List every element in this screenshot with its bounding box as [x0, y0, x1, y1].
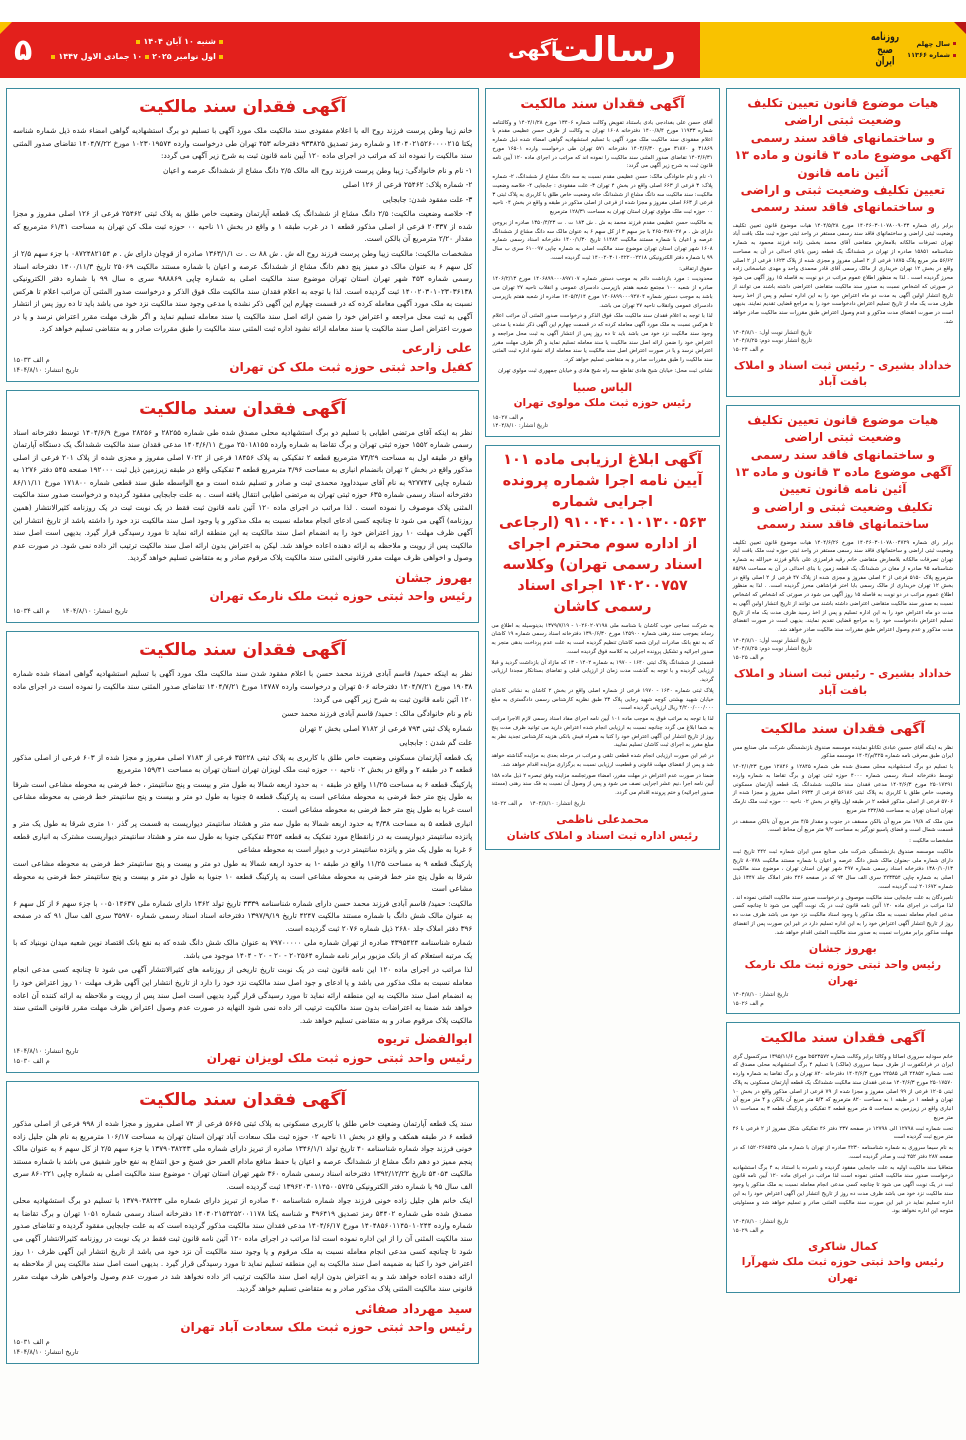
pub-date: تاریخ انتشار: ۱۴۰۴/۸/۱۰: [529, 800, 586, 807]
column-left: [726, 88, 960, 1436]
ad-body: [13, 427, 472, 565]
columns-container: [0, 88, 966, 1436]
ad-paragraph: پارکینگ قطعه ۹ به مساحت ۱۱/۲۵ واقع در طبقه -۱ به حدود اربعه شمالا به طول دو متر و بیست و پنج سانتیمتر خط فرضی به محوطه مشاعی است شرقا به طول پنج متر خط فرضی به محوطه مشاعی است به پارکینگ قطعه ۱۰ جنوبا به طول دو متر و بیست و پنج سانتیمتر خط فرضی به محوطه مشاعی است: [13, 859, 473, 894]
pub-date: تاریخ انتشار: ۱۴۰۴/۸/۱۰: [62, 607, 128, 616]
ad-title: آگهی فقدان سند مالکیت: [520, 96, 685, 112]
ref-code: م الف ۱۵۰۲۶: [732, 1000, 764, 1007]
ad-paragraph: علت گم شدن : جابجایی: [399, 738, 473, 748]
ad-ref-lines: [13, 607, 472, 617]
signature-name: بهروز جشان: [808, 942, 877, 956]
bullet-icon: [136, 40, 140, 44]
date-gregorian: اول نوامبر ۲۰۲۵: [152, 52, 216, 61]
ad-paragraph: سند یک قطعه آپارتمان وضعیت خاص طلق با کاربری مسکونی به پلاک ثبتی ۵۶۶۵ فرعی از ۷۴ اصلی مفروز و مجزا شده از ۹۹۸ فرعی از اصلی مذکور قطعه ۶ در طبقه همکف و واقع در بخش ۱۱ ناحیه ۰۲ حوزه ثبت ملک سعادت آباد تهران استان تهران به مساحت ۱۰۶/۱۷ مترمربع به نام هلن جلیل زاده خونی فرزند جواد شماره شناسنامه ۴۰ تاریخ تولد ۱۳۴۶/۱/۱ صادره از تبریز دارای شماره ملی ۱۳۷۹۰۳۸۲۴۳ با جزء سهم ۲/۵ از کل سهم ۶ به عنوان مالک پنجم ممیز دو دهم دانگ مشاع از ششدانگ عرصه و اعیان با حفظ منافع مادام العمر حق فسخ و حق انتفاع به نفع خاور شفیق می باشد با شماره مستند مالکیت ۵۴۰۵۴ تاریخ ۱۳۹۲/۱۲/۲۲ دفترخانه اسناد رسمی شماره ۳۶۰ شهر تهران استان تهران - موضوع سند مالکیت اصلی به شماره چاپی ۸۶۰۲۲۱ سری الف سال ۹۵ با شماره دفتر الکترونیکی ۱۳۹۶۲۰۳۰۱۱۴۵۰۰۵۷۲۵ ثبت گردیده است.: [13, 1119, 473, 1191]
column-middle: [485, 88, 719, 1436]
pub-date: تاریخ انتشار: ۱۴۰۴/۸/۱۰: [732, 1219, 789, 1226]
ref-code: م الف ۱۵۰۲۷: [492, 414, 524, 421]
signature-name: خداداد بشیری - رئیس ثبت اسناد و املاک بافت آباد: [733, 667, 952, 697]
masthead-date-panel: [0, 22, 290, 78]
ref-code: م الف ۱۵۰۲۹: [732, 1227, 764, 1234]
column-right: [6, 88, 479, 1436]
signature-name: خداداد بشیری - رئیس ثبت اسناد و املاک بافت آباد: [733, 358, 952, 389]
masthead-issue-meta: [907, 39, 956, 61]
ad-heading: [733, 412, 953, 534]
ad-paragraph: نظر به اینکه آقای حسین عبادی تکانلو نماینده موسسه صندوق بازنشستگی شرکت ملی صنایع مس ایران طبق معرفی نامه شماره ۴۲۵/م/۱۴۰۴ موسسه مذکور: [732, 744, 953, 760]
ad-paragraph: مشخصات مالکیت: مالکیت زیبا وطن پرست فرزند روح اله ش . ش ۸۸ ت . ت ۱۳۶۳/۱/۱ صادره از قوچان دارای ش . م ۰۸۷۲۴۸۲۱۵۴ با جزء سهم ۲/۵ از کل سهم ۶ به عنوان مالک دو ممیز پنج دهم دانگ مشاع از ششدانگ عرصه و اعیان با شماره مستند مالکیت ۲۵۰۶۹ تاریخ ۱۴۰۰/۱۱/۳ دفترخانه اسناد رسمی شماره ۴۵۳ شهر تهران استان تهران موضوع سند مالکیت اصلی به شماره چاپی ۹۸۸۸۶۹ سری ه سال ۹۹ با شماره دفتر الکترونیکی ۱۴۰۰۲۰۳۰۱۰۲۳۰۳۶۱۳۸ ثبت گردیده است. لذا با توجه به اعلام فقدان سند مالکیت ملک فوق الذکر و درخواست صدور المثنی آن مراتب اعلام تا هرکس نسبت به ملک مورد آگهی معامله کرده که در قسمت چهارم این آگهی ذکر نشده یا مدعی وجود سند مالکیت نزد خود می باشد باید تا ده روز پس از انتشار آگهی به ثبت محل مراجعه و اعتراض خود را ضمن ارائه اصل سند مالکیت یا سند معامله تسلیم نماید و اگر ظرف مهلت مقرر اعتراض نرسد و یا در صورت اعتراض اصل سند مالکیت یا سند معامله ارائه نشود اداره ثبت المثنی سند مالکیت را طبق مقررات صادر و به متقاضی تسلیم خواهد کرد.: [13, 249, 473, 334]
ad-paragraph: آقای حسن علی بغدادجی بادی باستناد تفویض وکالت شماره ۱۳۴۰۶ مورخ ۱۴۰۲/۱/۲۸ و وکالتنامه شماره ۱۱۹۳۳ مورخ ۱۴۰۰/۸/۴ دفترخانه ۱۶۰۸ تهران به وکالت از طرف حسن عظیمی مقدم با اعلام مفقودی سند مالکیت ملک مورد آگهی با تسلیم استشهادیه گواهی امضاء شده ذیل شماره ۳۱۸۶۹ و ۳۱۸۷۰ مورخ ۱۴۰۴/۶/۳۰ دفترخانه ۵۷۱ تهران طی درخواست وارده ۱۶۵۰۱ مورخ ۱۴۰۴/۶/۳۱ تقاضای صدور المثنی سند مالکیت را نموده اند که مراتب در اجرای ماده ۱۲۰ آیین نامه قانون ثبت به شرح زیر آگهی می گردد:: [492, 119, 713, 170]
pub-date-second: تاریخ انتشار نوبت دوم: ۱۴۰۴/۸/۲۵: [732, 338, 812, 345]
ad-notice: [6, 390, 479, 624]
ad-body: [733, 222, 953, 327]
ad-body: [491, 622, 713, 798]
ad-signature: [733, 1239, 953, 1287]
bullet-icon: [145, 55, 149, 59]
ad-ref-lines: [491, 800, 713, 808]
ad-signature: [491, 812, 713, 844]
pub-date: تاریخ انتشار: ۱۴۰۴/۸/۱۰: [492, 423, 548, 430]
ad-paragraph: پلاک ثبتی شماره ۱۶۴۰ - ۱۹۷۰ فرعی از شماره اصلی واقع در بخش ۲ کاشان به نشانی کاشان خیابان شهید بهشتی کوچه شهید رجایی پلاک ۲۳ طبق نظریه کارشناس رسمی دادگستری به مبلغ ۴/۲۰۰/۰۰۰/۰۰۰ ریال ارزیابی گردیده است.: [491, 687, 714, 712]
ad-paragraph: نشانی ثبت محل: خیابان شیخ هادی تقاطع سه راه شیخ هادی و خیابان جمهوری ثبت مولوی تهران: [498, 367, 713, 374]
ad-body: [733, 1053, 953, 1217]
ad-paragraph: خانم سودابه سروری اصالتا و وکالتا برابر وکالت شماره b۵۲۳۵۷۲ مورخ ۱۳۹۵/۱۱/۶ سرکنسول گری ایران در فرانکفورت از طرف سیما سروری (مالک) با تسلیم ۴ برگ استشهادیه محلی مصدق که تحت شماره ۲۴۸۵۲ الی ۲۴۵۸۵ مورخ ۱۴۰۴/۶/۳ دفترخانه ۸۲۰ تهران و برگ تقاضا به شماره وارده ۲۵۰۱۷۵۷۰ مورخ ۱۴۰۴/۶/۳ مدعی فقدان سند مالکیت ششدانگ یک قطعه آپارتمان مسکونی به پلاک ثبتی ۱۲۰۵ فرعی از ۹۹ اصلی مفروز و مجزا شده از ۷۹ فرعی از اصلی مذکور واقع در بخش ۱۰ تهران و قطعه ۱ در طبقه ۱ به مساحت ۸۲۰ مترمربع که ۵/۳ متر مربع آن بالکن و ۴ متر مربع آن انباری واقع در زیرزمین به مساحت ۵ متر مربع قطعه ۴ تفکیکی و پارکینگ قطعه ۳ به مساحت ۱۱ متر مربع: [732, 1053, 954, 1121]
ad-signature: [733, 666, 953, 699]
ad-paragraph: اینک خانم هلن جلیل زاده خونی فرزند جواد شماره شناسنامه ۴۰ صادره از تبریز دارای شماره ملی ۱۳۷۹۰۳۸۲۴۳ با تسلیم دو برگ استشهادیه محلی مصدق شده طی شماره ۵۴۴۰۲ رمز تصدیق ۳۹۶۴۱۹ و شناسه یکتا ۱۴۰۴۰۲۱۵۴۲۵۲۰۰۱۱۷۸ دفترخانه اسناد رسمی شماره ۱۰۵۱ تهران و برگ تقاضا به شماره وارده ۱۴۰۴۸۵۶۰۱۱۴۵۰۱۰۲۴۴ مورخ ۱۴۰۴/۶/۱۷ مدعی فقدان سند مالکیت مذکور گردیده است که به علت جابجایی مفقود گردیده و تقاضای صدور سند مالکیت المثنی آن را از این اداره نموده است لذا مراتب در اجرای ماده ۱۲۰ آئین نامه قانون ثبت فقط در یک نوبت در روزنامه کثیرالانتشار آگهی می شود تا چنانچه کسی مدعی انجام معامله نسبت به ملک مرقوم و یا وجود سند مالکیت آن نزد خود می باشد از تاریخ انتشار این آگهی ظرف ۱۰ روز اعتراض خود را کتبا به ضمیمه اصل سند مالکیت به این منطقه تسلیم نماید تا مورد رسیدگی قرار گیرد . بدیهی است اصل سند مالکیت پس از ملاحظه به ارائه دهنده اعاده خواهد شد و به اعتراض بدون ارایه اصل سند مالکیت ترتیب اثر داده نخواهد شد در صورت عدم وصول واخواهی ظرف مهلت مقرر قانونی سند مالکیت المثنی پلاک مذکور صادر و به متقاضی تسلیم خواهد گردید.: [13, 1196, 473, 1294]
masthead-issue: شماره ۱۱۳۶۶: [907, 51, 950, 59]
paper-title: رسالت: [552, 30, 677, 70]
ad-paragraph: برابر رای شماره ۱۴۰۴۶۰۳۰۱۰۷۸۰۰۹۰۴۳ مورخ ۱۴۰۴/۵/۲۸ هیات موضوع قانون تعیین تکلیف وضعیت ثبتی اراضی و ساختمانهای فاقد سند رسمی مستقر در واحد ثبتی حوزه ثبت ملک بافت آباد تهران تصرفات مالکانه بلامعارض متقاضی آقای محمد بخشی زاده فرزند محمود به شماره شناسنامه ۱۵۸۵۱ صادره از تهران در ششدانگ یک قطعه زمین بانای احداثی در آن به مساحت ۵۶/۶۲ متر مربع پلاک ۱۸۷۵ فرعی از ۲ اصلی مفروز و مجزی شده از پلاک ۱۶۲۳ فرعی از ۲ اصلی واقع در بخش ۱۲ تهران خریداری از مالک رسمی آقای قادر محمدی واحد و مهدی عباسخانی زاده محرز گردیده است . لذا به منظور اطلاع عموم مراتب در دو نوبت به فاصله ۱۵ روز آگهی می شود در صورتی که اشخاص نسبت به صدور سند مالکیت متقاضی اعتراضی داشته باشند می توانند از تاریخ انتشار اولین آگهی به مدت دو ماه اعتراض خود را به این اداره تسلیم و پس از اخذ رسید ظرف مدت یک ماه از تاریخ تسلیم اعتراض دادخواست خود را به مراجع قضایی تقدیم نمایند. بدیهی است در صورت انقضای مدت مذکور و عدم وصول اعتراض طبق مقررات سند مالکیت صادر خواهد شد.: [732, 222, 953, 325]
signature-name: کمال شاکری: [808, 1239, 878, 1253]
bullet-icon: [953, 54, 956, 57]
ad-paragraph: انباری قطعه ۵ به مساحت ۴/۳۸ به حدود اربعه شمالا به طول سه متر و هشتاد سانتیمتر دیواریست به قسمت پر گذر ۱۰ متری شرقا به طول یک متر و پانزده سانتیمتر دیواریست به در زانقطاع مورد تفکیک به قطعه ۳۲۵۴ تفکیکی جنوبا به طول سه متر و هشتاد سانتیمتر دیواریست مشترک به انباری قطعه ۶ غربا به طول یک متر و پانزده سانتیمتر درب و دیوار است به محوطه مشاعی: [13, 819, 473, 854]
masthead-title-panel: [290, 22, 700, 78]
signature-role: رئیس واحد ثبتی حوزه ثبت ملک شهرآرا تهران: [741, 1256, 944, 1285]
ad-paragraph: ضمنا در صورت عدم اعتراض در مهلت مقرر، امضاء صورتجلسه مزایده وفق تبصره ۲ ذیل ماده ۱۵۸ آیین نامه اجرا ،نیم عشر اجرایی نصف می شود و پس از وصول آن نسبت به فک سند رهنی (مستند صدور اجرائیه) و ختم پرونده اقدام می گردد.: [491, 772, 714, 797]
signature-role: رئیس واحد ثبتی حوزه ثبت ملک نارمک تهران: [209, 589, 473, 604]
ad-notice: [726, 1022, 960, 1293]
ad-notice: [6, 1081, 479, 1364]
ad-notice: [6, 631, 479, 1073]
section-title: آگهی: [508, 39, 558, 61]
ad-paragraph: مالکیت: حمید/ قاسم آبادی فرزند محمد حسن دارای شماره شناسنامه ۳۳۳۹ تاریخ تولد ۱۳۶۲ دارای شماره ملی ۰۰۵۰۱۴۶۳۷ با جزء سهم ۶ از کل سهم ۶ به عنوان مالک شش دانگ با شماره مستند مالکیت ۴۲۴۷ تاریخ ۱۳۹۷/۹/۱۹ دفترخانه اسناد اسناد رسمی شماره ۳۵۹۷۰ سری الف سال ۹۱ که در صفحه ۳۹۶ دفتر املاک جلد ۲۶۸۰ ذیل شماره ۲۰۷۶ ثبت گردیده است.: [13, 898, 473, 933]
ad-notice: [726, 88, 960, 397]
ref-code: م الف ۱۵۰۳۴: [13, 607, 50, 616]
pub-date-second: تاریخ انتشار نوبت دوم: ۱۴۰۴/۸/۲۵: [732, 646, 812, 653]
ad-title: آگهی فقدان سند مالکیت: [139, 640, 347, 661]
ad-body: [13, 1118, 472, 1296]
ad-signature-row: [13, 1030, 472, 1067]
ad-paragraph: متعاقبا سند مالکیت اولیه به علت جابجایی مفقود گردیده و نامبرده با استناد به ۴ برگ استشهادیه درخواست صدور سند مالکیت المثنی نموده است لذا مراتب در اجرای ماده ۱۲۰ آیین نامه قانون ثبت در یک نوبت آگهی می شود تا چنانچه کسی مدعی انجام معامله نسبت به ملک مذکور یا وجود سند مالکیت نزد خود می باشد ظرف مدت ده روز از تاریخ انتشار این آگهی اعتراض خود را به این اداره تسلیم نماید در غیر این صورت سند مالکیت المثنی صادر و تسلیم خواهد شد و مسئولیتی متوجه این اداره نخواهد بود.: [732, 1164, 953, 1215]
ad-heading: [733, 95, 953, 217]
ad-signature: [13, 569, 472, 606]
ad-paragraph: به مالکیت حسن عظیمی مقدم فرزند محمد به ش . ش ۱۸۳ ت . ت ۱۳۵۰/۴/۲۳ صادره از بروجن دارای ش . م ۴۶۵۰۳۸۷۰۲۷ با جز سهم ۳ از کل سهم ۶ به عنوان مالک سه دانگ مشاع از ششدانگ عرصه و اعیان با شماره مستند مالکیت ۱۱۴۸۴ تاریخ ۱۴۰۰/۱/۳۰ دفترخانه اسناد رسمی شماره ۱۶۰۸ شهر تهران استان تهران موضوع سند مالکیت اصلی به شماره چاپی ۶۱۰۰۹۷ سری ب سال ۹۹ با شماره دفتر الکترونیکی ۱۴۰۰۲۰۳۰۱۰۴۲۲۰۰۲۲۱۸ ثبت گردیده است.: [492, 219, 713, 261]
bullet-icon: [953, 42, 956, 45]
ad-heading-line: تعیین تکلیف وضعیت ثبتی و اراضی: [740, 182, 946, 197]
pub-date: تاریخ انتشار: ۱۴۰۴/۸/۱۰: [13, 365, 79, 374]
ad-paragraph: تحت شماره ثبت ۱۲۷۹۸ الی ۱۲۷۹۸ در صفحه ۲۳۷ دفتر ۴۶ تفکیکی شکل مفروز از ۲ فرعی با ۴۶ متر مربع ثبت گردیده است: [732, 1125, 953, 1141]
ad-paragraph: ۴- خلاصه وضعیت مالکیت: ۲/۵ دانگ مشاع از ششدانگ یک قطعه آپارتمان وضعیت خاص طلق به پلاک ثبتی ۲۵۴۶۲ فرعی از ۱۲۶ اصلی مفروز و مجزا شده از ۲۰۳۳۷ فرعی از اصلی مذکور قطعه ۱ در غرب طبقه ۱ و واقع در بخش ۱۱ ناحیه ۰۰ حوزه ثبت ملک کن تهران به مساحت ۶۱/۴۱ مترمربع که مقدار ۲/۲۰ مترمربع آن بالکن است.: [13, 209, 473, 244]
signature-role: رئیس واحد ثبتی حوزه ثبت ملک سعادت آباد تهران: [180, 1320, 473, 1335]
ad-paragraph: در غیر این صورت ارزیابی انجام شده قطعی تلقی و مراتب در مرحله بعدی به مزایده گذاشته خواهد شد و پس از انقضای مهلت قانونی و قطعیت ارزیابی نسبت به برگزاری مزایده اقدام خواهد شد.: [491, 753, 714, 768]
signature-name: سید مهرداد صفائی: [355, 1300, 473, 1316]
ad-paragraph: برابر رای شماره ۱۴۰۴۶۰۳۰۱۰۷۸۰۰۴۷۲۹ مورخ ۱۴۰۴/۶/۲۶ هیات موضوع قانون تعیین تکلیف وضعیت ثبتی اراضی و ساختمانهای فاقد سند رسمی مستقر در واحد ثبتی حوزه ثبت ملک بافت آباد تهران تصرفات مالکانه بلامعارض متقاضی خانم رقیه فرامرزی علی بابالو فرزند خیرالله به شماره شناسنامه ۹۵ صادره از مغان در ششدانگ یک قطعه زمین با بنای احداثی در آن به مساحت ۸۵/۹۸ مترمربع پلاک ۵۱۵۰ فرعی از ۲ اصلی مفروز و مجزی شده از پلاک ۴۷ فرعی از ۲ اصلی واقع در بخش ۱۲ تهران خریداری از مالک رسمی بابا اختر فراشاهی محرز گردیده است. . لذا به منظور اطلاع عموم مراتب در دو نوبت به فاصله ۱۵ روز آگهی می شود در صورتی که اشخاص که اشخاص نسبت به صدور سند مالکیت متقاضی اعتراضی داشته باشند می توانند از تاریخ انتشار اولین آگهی به مدت دو ماه اعتراض خود را به این اداره تسلیم و پس از اخذ رسید ظرف مدت یک ماه از تاریخ تسلیم اعتراض دادخواست خود را به مراجع قضایی تقدیم نمایند. بدیهی است در صورت انقضای مدت مذکور و عدم وصول اعتراض طبق مقررات سند مالکیت صادر خواهد شد.: [732, 539, 953, 634]
ad-ref-lines: [13, 356, 79, 376]
pub-date-first: تاریخ انتشار نوبت اول: ۱۴۰۴/۸/۱۰: [732, 329, 812, 336]
ad-ref-lines: [492, 414, 712, 431]
ad-paragraph: شماره شناسنامه ۴۳۹۵۴۲۴ صادره از تهران شماره ملی ۷۹۷۰۰۰۰۰ به عنوان مالک شش دانگ شده که به نفع بانک اقتصاد نوین شعبه میدان نوبنیاد که با یک مرتبه استعلام که از بانک مزبور برابر نامه شماره ۲۰۲۵۶۴ - ۲۰ - ۲۰ - ۱۴۰۴ موجود می باشد.: [13, 938, 473, 960]
ad-heading-line: تکلیف وضعیت ثبتی و اراضی و ساختمانهای فاقد سند رسمی: [752, 499, 933, 532]
masthead-brand-group: [869, 29, 956, 68]
ref-code: م الف ۱۵۰۳۳: [13, 355, 50, 364]
ad-body: [492, 119, 712, 376]
ad-paragraph: خانم زیبا وطن پرست فرزند روح اله با اعلام مفقودی سند مالکیت ملک مورد آگهی با تسلیم دو برگ استشهادیه گواهی امضاء شده ذیل شماره شناسه یکتا ۱۴۰۴۰۲۱۵۲۶۰۰۰۰۲۱۵ و شماره رمز تصدیق ۹۳۳۸۲۵ دفترخانه ۴۵۳ تهران طی درخواست وارده ۱۰۲۳۰۱۹۵۷۴ مورخ ۱۴۰۴/۷/۲۲ تقاضای صدور المثنی سند مالکیت را نموده اند که مراتب در اجرای ماده ۱۲۰ آیین نامه قانون ثبت به شرح زیر آگهی می گردد:: [13, 126, 473, 161]
ad-paragraph: قسمتی از ششدانگ پلاک ثبتی ۱۶۴۰ - ۱۹۷۰ به شماره ۱۴۰۲ - ۱۳ که مازاد آن بازداشت گردید و قبلا ارزیابی گردیده و با توجه به گذشت مدت زمان از ارزیابی قبلی و تقاضای بستانکار مجددا ارزیابی گردید.: [491, 659, 714, 684]
ad-notice: [485, 88, 719, 437]
signature-name: الیاس صبیا: [572, 380, 633, 394]
ad-paragraph: متن ملک که ۱۹/۸ متر مربع آن بالکن مسقف در جنوب و مقدار ۴/۵ متر مربع آن بالکن مسقف در قسمت شمال است و فضای پاسیو نورگیر به مساحت ۹/۲ متر مربع آن محاط است.: [732, 818, 954, 834]
masthead-dates: [48, 35, 230, 65]
ad-paragraph: لذا با توجه به مراتب فوق به موجب ماده ۱۰۱ آیین نامه اجرای مفاد اسناد رسمی لازم الاجرا مراتب به شما ابلاغ می گردد چنانچه نسبت به ارزیابی انجام شده اعتراض دارید می توانید ظرف مدت پنج روز از تاریخ انتشار این آگهی اعتراض خود را کتبا به همراه فیش بانکی هزینه کارشناس تجدید نظر به مبلغ مقرر به اجرای ثبت کاشان تسلیم نمایید.: [491, 716, 714, 749]
ad-ref-lines: [733, 1218, 953, 1235]
ad-signature-row: [13, 339, 472, 376]
pub-date: تاریخ انتشار: ۱۴۰۴/۸/۱۰: [13, 1047, 79, 1056]
ad-body: [733, 539, 953, 635]
ad-title: آگهی فقدان سند مالکیت: [139, 97, 347, 117]
ad-title: آگهی فقدان سند مالکیت: [139, 398, 347, 419]
date-lunar: ۱۰ جمادی الاول ۱۴۴۷: [58, 52, 143, 61]
ad-ref-lines: [13, 1047, 79, 1067]
masthead: [0, 22, 966, 78]
ad-paragraph: محدودیت : مورد بازداشت دائم به موجب دستور شماره ۱۴۰۶۸۹۹۰۰۰۸۹۷۱۰۷ مورخ ۱۴۰۶/۲/۱۳ صادره از شعبه ۱۰۰ مجتمع شعبه هفتم بازپرسی دادسرای عمومی و انقلاب ناحیه ۲۷ تهران می باشد به موجب دستور شماره ۱۴۰۶۸۹۹۰۰۰۹۲۷۰۴ مورخ ۱۴۰۵/۲/۱۴ صادره از شعبه هفتم بازپرسی دادسرای عمومی وانقلاب ناحیه ۲۷ تهران می باشد.: [492, 276, 713, 309]
signature-name: ابوالفضل تریوه: [377, 1031, 473, 1047]
ad-ref-lines: [13, 1338, 472, 1358]
ad-paragraph: نام و نام خانوادگی مالک : حمید/ قاسم آبادی فرزند محمد حسن: [281, 709, 473, 719]
ad-paragraph: نظر به اینکه حمید/ قاسم آبادی فرزند محمد حسن با اعلام مفقود شدن سند مالکیت ملک مورد آگهی با تسلیم استشهادیه گواهی امضاء شده شماره ۱۹۰۳۸ مورخ ۱۴۰۴/۷/۲۱ دفترخانه ۵۰۶ تهران و درخواست وارده ۱۴۷۸۷ مورخ ۱۴۰۴/۷/۲۱ تقاضای صدور المثنی سند مالکیت را نموده است در اجرای ماده ۱۲۰ آئین نامه قانون ثبت به شرح زیر آگهی می گردد:: [13, 669, 473, 704]
ad-heading-line: و ساختمانهای فاقد سند رسمی: [750, 130, 935, 145]
ref-code: م الف ۱۵۰۲۴: [732, 346, 764, 353]
signature-role: رئیس واحد ثبتی حوزه ثبت ملک نارمک تهران: [744, 958, 942, 987]
ad-title: آگهی فقدان سند مالکیت: [760, 721, 926, 738]
ad-notice-highlighted: [485, 445, 719, 850]
ad-signature: [492, 380, 712, 412]
bullet-icon: [219, 40, 223, 44]
date-solar: شنبه ۱۰ آبان ۱۴۰۴: [143, 37, 216, 47]
signature-name: محمدعلی ناظمی: [556, 813, 649, 827]
ad-paragraph: به نام سیما سروری به شماره شناسنامه ۴۲۳۰ صادره از تهران با شماره ملی ۱۵۲۰۲۶۸۵۴۵ که در صفحه ۲۸۷ دفتر ۴۵۲ ثبت و صادر گردیده است.: [732, 1145, 953, 1160]
ad-paragraph: لذا با توجه به اعلام فقدان سند مالکیت ملک فوق الذکر و درخواست صدور المثنی آن مراتب اعلام تا هرکس نسبت به ملک مورد آگهی معامله کرده که در قسمت چهارم این آگهی ذکر نشده یا مدعی وجود سند مالکیت نزد خود می باشد باید تا ده روز پس از انتشار آگهی به ثبت محل مراجعه و اعتراض خود را ضمن ارائه اصل سند مالکیت یا سند معامله تسلیم نماید و اگر ظرف مهلت مقرر اعتراض نرسد و یا در صورت اعتراض اصل سند مالکیت یا سند معامله ارائه نشود اداره ثبت المثنی سند مالکیت را طبق مقررات صادر و به متقاضی تسلیم خواهد کرد.: [492, 313, 713, 364]
newspaper-page: [0, 22, 966, 1440]
ad-paragraph: پارکینگ قطعه ۶ به مساحت ۱۱/۲۵ واقع در طبقه ۰ به حدود اربعه شمالا به طول متر و بیست و پنج سانتیمتر ، خط فرضی به محوطه مشاعی است شرقا به طول پنج متر خط فرضی به محوطه مشاعی است به پارکینگ قطعه ۵ جنوبا به طول دو متر و بیست و پنج سانتیمتر خط فرضی به محوطه مشاعی است غربا به طول پنج متر خط فرضی به محوطه مشاعی است .: [13, 779, 473, 814]
ad-paragraph: نظر به اینکه آقای مرتضی اطیابی با تسلیم دو برگ استشهادیه محلی مصدق شده طی شماره ۲۸۲۵۵ و ۲۸۲۵۶ مورخ ۱۴۰۴/۶/۹ توسط دفترخانه اسناد رسمی شماره ۱۵۵۲ حوزه ثبتی تهران و برگ تقاضا به شماره وارده ۲۵۰۱۸۱۵۵ مورخ ۱۴۰۴/۶/۱۱ مدعی فقدان سند مالکیت ششدانگ یک دستگاه آپارتمان واقع در طبقه اول به مساحت ۷۳/۲۹ مترمربع قطعه ۲ تفکیکی به پلاک ۱۸۴۵۶ فرعی از ۷۰۲۲ اصلی مفروز و مجزی شده از پلاک ۲۰۱ فرعی از اصلی مذکور واقع در بخش ۲ تهران بانضمام انباری به مساحت ۴/۹۶ مترمربع قطعه ۳ تفکیکی واقع در طبقه زیرزمین ذیل ثبت ۱۹۲۰۰۰ صفحه ۵۴۵ دفتر ۱۲۷۶ به شماره چاپی ۹۲۷۷۴۷ به نام آقای سیدداوود محمدی ثبت و صادر و تسلیم شده است و مع الواسطه طبق سند قطعی شماره ۱۷۱۸۰۰ مورخ ۸۶/۱۱/۱۱ دفترخانه اسناد رسمی شماره ۶۳۵ حوزه ثبتی تهران به مرتضی اطیابی انتقال یافته است . به علت جابجایی مفقود گردیده و درخواست صدور سند مالکیت المثنی پلاک موصوف را نموده است . لذا مراتب در اجرای ماده ۱۲۰ آئین نامه قانون ثبت فقط در یک نوبت ثبت در یک روزنامه کثیرالانتشار (همین روزنامه) آگهی می شود تا چنانچه کسی ادعای انجام معامله نسبت به ملک مذکور و یا وجود اصل سند مالکیت نزد خود را داشته باشد از تاریخ انتشار این آگهی ظرف مهلت ۱۰ روز اعتراض خود را به انضمام اصل سند مالکیت به این منطقه ارائه نماید تا مورد رسیدگی قرار گیرد. بدیهی است اصل سند مالکیت پس از رویت و ملاحظه به ارائه دهنده اعاده خواهد شد. لیکن به اعتراض بدون ارائه اصل سند مالکیت ترتیب اثر داده نمی شود. در صورت عدم وصول و اخواهی ظرف مهلت مقرر قانونی المثنی سند مالکیت پلاک مرقوم صادر و به متقاضی تسلیم خواهد گردید.: [13, 427, 473, 563]
ad-heading-line: آگهی موضوع ماده ۳ قانون و ماده ۱۳ آئین نامه قانون: [734, 148, 952, 180]
ad-ref-lines: [733, 329, 953, 354]
signature-role: رئیس واحد ثبتی حوزه ثبت ملک لویزان تهران: [206, 1050, 473, 1065]
masthead-brand-panel: [700, 22, 966, 78]
ref-code: م الف ۱۵۰۳۲: [491, 800, 523, 807]
pub-date-first: تاریخ انتشار نوبت اول: ۱۴۰۴/۸/۱۰: [732, 637, 812, 644]
ad-paragraph: ۱- نام و نام خانوادگی: زیبا وطن پرست فرزند روح اله مالک ۲/۵ دانگ مشاع از ششدانگ عرصه و اعیان: [163, 165, 473, 175]
signature-name: بهروز جشان: [395, 569, 473, 585]
bullet-icon: [219, 55, 223, 59]
ad-paragraph: مالکیت موسسه صندوق بازنشستگی شرکت ملی صنایع مس ایران شماره ثبت ۲۴۲ تاریخ ثبت دارای شماره ملی -بعنوان مالک شش دانگ عرصه و اعیان با شماره مستند مالکیت ۸۰۷۷۸ تاریخ ۱۳۸۰/۱۰/۱۳ دفترخانه اسناد رسمی شماره ۲۹۷ شهر تهران استان تهران ، موضوع سند مالکیت اصلی به شماره چاپی ۲۲۳۳۵۴ سری الف سال ۹۳ که در صفحه ۴۲۶ دفتر املاک جلد ۱۳۴۷ ذیل شماره ۲۰۱۶۷۲ ثبت گردیده است.: [732, 848, 953, 890]
ad-signature: [733, 941, 953, 989]
ad-ref-lines: [733, 637, 953, 662]
ref-code: م الف ۱۵۰۲۵: [732, 654, 764, 661]
ad-signature: [733, 358, 953, 391]
ad-signature: [207, 1030, 473, 1067]
ad-notice: [6, 88, 479, 382]
ad-notice: [726, 405, 960, 705]
bullet-icon: [51, 55, 55, 59]
pub-date: تاریخ انتشار: ۱۴۰۴/۸/۱۰: [13, 1348, 79, 1357]
ad-paragraph: ۳- علت مفقود شدن: جابجایی: [382, 194, 473, 204]
ad-body: [13, 668, 472, 1027]
ad-notice: [726, 713, 960, 1014]
ad-paragraph: مشخصات مالکیت :: [909, 838, 953, 845]
ad-heading-line: آگهی موضوع ماده ۳ قانون و ماده ۱۳ آئین نامه قانون تعیین: [734, 465, 952, 497]
ad-heading-line: هیات موضوع قانون تعیین تکلیف وضعیت ثبتی اراضی: [747, 96, 939, 128]
ad-body: [13, 125, 472, 336]
signature-role: رئیس اداره ثبت اسناد و املاک کاشان: [506, 829, 699, 842]
ad-signature: [229, 339, 472, 376]
ad-paragraph: شماره پلاک ثبتی ۷۹۳ فرعی از ۷۱۸۲ اصلی بخش ۲ تهران: [299, 723, 473, 733]
ad-signature: [13, 1300, 472, 1337]
ad-ref-lines: [733, 991, 953, 1008]
ad-title: آگهی فقدان سند مالکیت: [139, 1089, 347, 1110]
pub-date: تاریخ انتشار: ۱۴۰۴/۸/۱۰: [732, 992, 789, 999]
signature-role: کفیل واحد ثبتی حوزه ثبت ملک کن تهران: [229, 359, 473, 374]
signature-name: علی زارعی: [401, 339, 473, 355]
ad-heading-line: و ساختمانهای فاقد سند رسمی: [750, 200, 935, 215]
ad-paragraph: با تسلیم دو برگ استشهادیه محلی مصدق شده طی شماره ۱۲۸۴۵ و ۱۲۸۴۶ مورخ ۱۴۰۴/۱/۲۳ توسط دفترخانه اسناد رسمی شماره ۴۰۰۰ حوزه ثبتی تهران و برگ تقاضا به شماره وارده ۲۵۰۱۷۲۹۱ مورخ ۱۴۰۴/۶/۳ مدعی فقدان سند مالکیت ششدانگ یک قطعه آپارتمان مسکونی وضعیت خاص طلق با کاربری به پلاک ثبتی ۵۶۱۸۶ فرعی از ۶۹۳۳ اصلی مفروز و مجزا شده از ۵۷۰۶ فرعی از اصلی مذکور قطعه ۲ در طبقه اول واقع در بخش ۰۲ ناحیه ۰۰ حوزه ثبت ملک نارمک تهران استان تهران به مساحت ۲۳۲/۸۵ متر مربع: [732, 764, 954, 814]
ad-title: آگهی فقدان سند مالکیت: [760, 1030, 926, 1047]
ad-paragraph: ۲- شماره پلاک: ۲۵۴۶۲ فرعی از ۱۲۶ اصلی: [342, 180, 473, 190]
ad-heading-line: هیات موضوع قانون تعیین تکلیف وضعیت ثبتی اراضی: [747, 412, 939, 445]
ad-paragraph: به شرکت نساجی خوب کاشان با شناسه ملی ۱۰۲۶۰۲۰۷۱۹۸ - ۱۳۷۹/۷/۱۹ بدینوسیله به اطلاع می رساند بموجب سند رهنی شماره ۱۴۵۹۰۰ مورخ ۱۳۹۰/۶/۳۰ دفترخانه اسناد رسمی شماره ۱۹ کاشان که به نفع بانک صادرات ایران شعبه کاشان تنظیم گردیده است به علت عدم پرداخت بدهی منجر به صدور اجرائیه و تشکیل پرونده اجرایی به کلاسه فوق گردیده است.: [491, 622, 714, 655]
ad-paragraph: ۱- نام و نام خانوادگی مالک: حسن عظیمی مقدم نسبت به سه دانگ مشاع از ششدانگ، ۲- شماره پلاک: ۳ فرعی از ۶۶۳ اصلی واقع در بخش ۴ تهران ۳- علت مفقودی : جابجایی ۴- خلاصه وضعیت مالکیت: سند مالکیت سه دانگ مشاع از ششدانگ خانه وضعیت خاص طلق با کاربری به پلاک ثبتی ۳ فرعی از ۶۶۳ اصلی مفروز و مجزا شده از فرعی از اصلی مذکور در طبقه و واقع در بخش ۰۴ ناحیه ۰۰ حوزه ثبت ملک مولوی تهران استان تهران به مساحت ۱۲۸/۳۱ مترمربع: [492, 174, 713, 216]
paper-logo-vertical: روزنامه صبح ایران: [870, 29, 900, 68]
ad-heading-line: و ساختمانهای فاقد سند رسمی: [750, 447, 935, 462]
page-number: ۵: [14, 32, 33, 68]
signature-role: رئیس حوزه ثبت ملک مولوی تهران: [513, 397, 692, 410]
ad-paragraph: حقوق ارتفاقی:: [679, 265, 713, 272]
masthead-year: سال چهلم: [916, 39, 950, 48]
ad-paragraph: نامبردگان به علت جابجایی سند مالکیت موصوف و درخواست صدور سند مالکیت المثنی نموده اند . لذا مراتب در اجرای ماده ۱۲۰ آئین نامه قانون ثبت در یک نوبت آگهی می شود تا چنانچه کسی مدعی انجام معامله نسبت به ملک مذکور یا وجود اسناد مالکیت نزد خود می باشد ظرف مدت ده روز از تاریخ انتشار آگهی اعتراض خود را به این اداره تسلیم دارد در غیر این صورت پس از انقضای مهلت مذکور برابر مقررات نسبت به صدور سند مالکیت المثنی اقدام خواهد شد.: [732, 894, 953, 936]
ad-paragraph: یک قطعه آپارتمان مسکونی وضعیت خاص طلق با کاربری به پلاک ثبتی ۳۵۲۲۸ فرعی از ۷۱۸۳ اصلی مفروز و مجزا شده از ۶۰۳ فرعی از اصلی مذکور قطعه ۴ در طبقه ۲ و واقع در بخش ۰۲ ناحیه ۰۰ حوزه ثبت ملک لویزان تهران استان تهران به مساحت ۱۵۹/۴۱ مترمربع: [13, 752, 473, 775]
ref-code: م الف ۱۵۰۳۰: [13, 1057, 50, 1066]
ad-title: آگهی ابلاغ ارزیابی ماده ۱۰۱ آیین نامه اجرا شماره پرونده اجرایی شماره ۹۱۰۰۴۰۰۱۰۱۳۰۰۵۶۳ (ارجاعی از اداره سوم محترم اجرای اسناد رسمی تهران) وکلاسه ۱۴۰۲۰۰۷۵۷ اجرای اسناد رسمی کاشان: [498, 451, 707, 615]
ad-body: [733, 744, 953, 938]
ref-code: م الف ۱۵۰۳۱: [13, 1338, 50, 1347]
ad-paragraph: لذا مراتب در اجرای ماده ۱۲۰ این نامه قانون ثبت در یک نوبت تاریخ تاریخی از روزنامه های کثیرالانتشار آگهی می شود تا چنانچه کسی مدعی انجام معامله نسبت به ملک مذکور می باشد و یا ادعای و جود اصل سند مالکیت نزد خود را دارد از تاریخ انتشار این آگهی ظرف مهلت ۱۰ روز اعتراض خود را به انضمام اصل سند مالکیت به این منطقه ارائه نماید تا مورد رسیدگی قرار گیرد بدیهی است اصل سند پس از رویت و ملاحظه به ارائه کننده آن اعاده خواهد شد ضمنا به اعتراضات بدون سند مالکیت ترتیب اثر داده نمی شود النهایه در صورت عدم وصول اعتراض ظرف مهلت مقرر قانونی المثنی سند مالکیت پلاک مرقوم صادر و به متقاضی تسلیم خواهد شد.: [13, 965, 473, 1025]
